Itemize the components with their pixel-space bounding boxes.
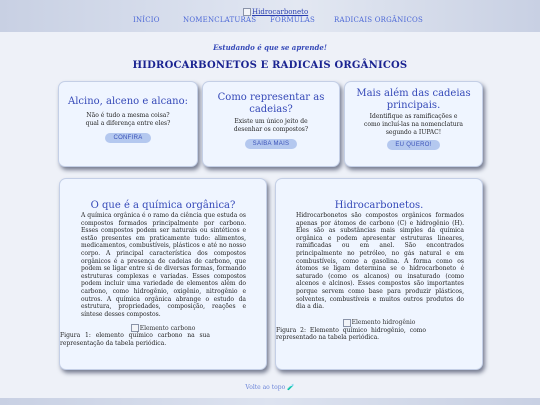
card-text: Identifique as ramificações e como incluí-las na nomenclatura segundo a IUPAC! [363, 113, 464, 136]
card-text: Não é tudo a mesma coisa? qual a diferença entre eles? [85, 112, 171, 127]
section-title: Hidrocarbonetos. [334, 200, 424, 211]
section-title: O que é a química orgânica? [90, 200, 236, 211]
nav-item-formulas[interactable]: FÓRMULAS [270, 16, 316, 24]
section-body: Hidrocarbonetos são compostos orgânicos formados apenas por átomos de carbono (C) e hidrogênio (H). Eles são as substâncias mais simples da química orgânica e podem apresentar estruturas lineares, ramificadas ou em anel. São encontrados principalmente no petróleo, no gás natural e em combustíveis, como a gasolina. A forma como os átomos se ligam determina se o hidrocarboneto é saturado (como os alcanos) ou insaturado (como alcenos e alcinos). Esses compostos são importantes porque servem como base para produzir plásticos, solventes, combustíveis e muitos outros produtos do dia a dia. [296, 212, 464, 311]
saiba-mais-button[interactable]: SAIBA MAIS [245, 139, 298, 149]
page-title: HIDROCARBONETOS E RADICAIS ORGÂNICOS [132, 60, 408, 71]
footer [0, 398, 540, 405]
logo-alt-text: Hidrocarboneto [252, 8, 309, 16]
carbon-element-image [60, 324, 266, 332]
section-hidrocarbonetos [275, 178, 483, 370]
card-title: Mais além das cadeias principais. [356, 88, 471, 111]
section-body: A química orgânica é o ramo da ciência que estuda os compostos formados principalmente por carbono. Esses compostos podem ser naturais ou sintéticos e estão presentes em praticamente tudo: alimentos, medicamentos, combustíveis, plásticos e até no nosso corpo. A principal característica dos compostos orgânicos é a presença de cadeias de carbono, que podem se ligar entre si de diversas formas, formando estruturas complexas e variadas. Esses compostos podem incluir uma variedade de elementos além do carbono, como hidrogênio, oxigênio, nitrogênio e outros. A química orgânica abrange o estudo da estrutura, propriedades, composição, reações e síntese desses compostos. [81, 212, 246, 318]
card-alcino-alceno-alcano [58, 81, 198, 167]
header [0, 0, 540, 32]
nav-item-nomenclaturas[interactable]: NOMENCLATURAS [183, 16, 257, 24]
card-representar-cadeias [202, 81, 340, 167]
eu-quero-button[interactable]: EU QUERO! [387, 140, 439, 150]
broken-image-icon [343, 319, 351, 327]
slogan: Estudando é que se aprende! [213, 43, 327, 52]
hydrogen-element-image [276, 319, 482, 327]
broken-image-icon [243, 8, 251, 16]
broken-image-icon [131, 324, 139, 332]
nav-item-radicais-organicos[interactable]: RADICAIS ORGÂNICOS [334, 16, 423, 24]
card-title: Como representar as cadeias? [217, 92, 325, 115]
card-text: Existe um único jeito de desenhar os compostos? [233, 118, 309, 133]
confira-button[interactable]: CONFIRA [105, 133, 150, 143]
section-quimica-organica [59, 178, 267, 370]
image-alt-text: Elemento carbono [139, 324, 196, 332]
image-alt-text: Elemento hidrogênio [351, 319, 416, 327]
back-to-top-link[interactable]: Volte ao topo 🧪 [245, 384, 295, 391]
figure-caption: Figura 1: elemento químico carbono na sua representação da tabela periódica. [60, 332, 210, 347]
card-alem-cadeias-principais [344, 81, 483, 167]
main-nav [0, 16, 540, 28]
nav-item-inicio[interactable]: INÍCIO [133, 16, 160, 24]
logo-image[interactable] [243, 8, 308, 16]
card-title: Alcino, alceno e alcano: [67, 96, 188, 107]
figure-caption: Figura 2: Elemento químico hidrogênio, como representado na tabela periódica. [276, 326, 426, 342]
